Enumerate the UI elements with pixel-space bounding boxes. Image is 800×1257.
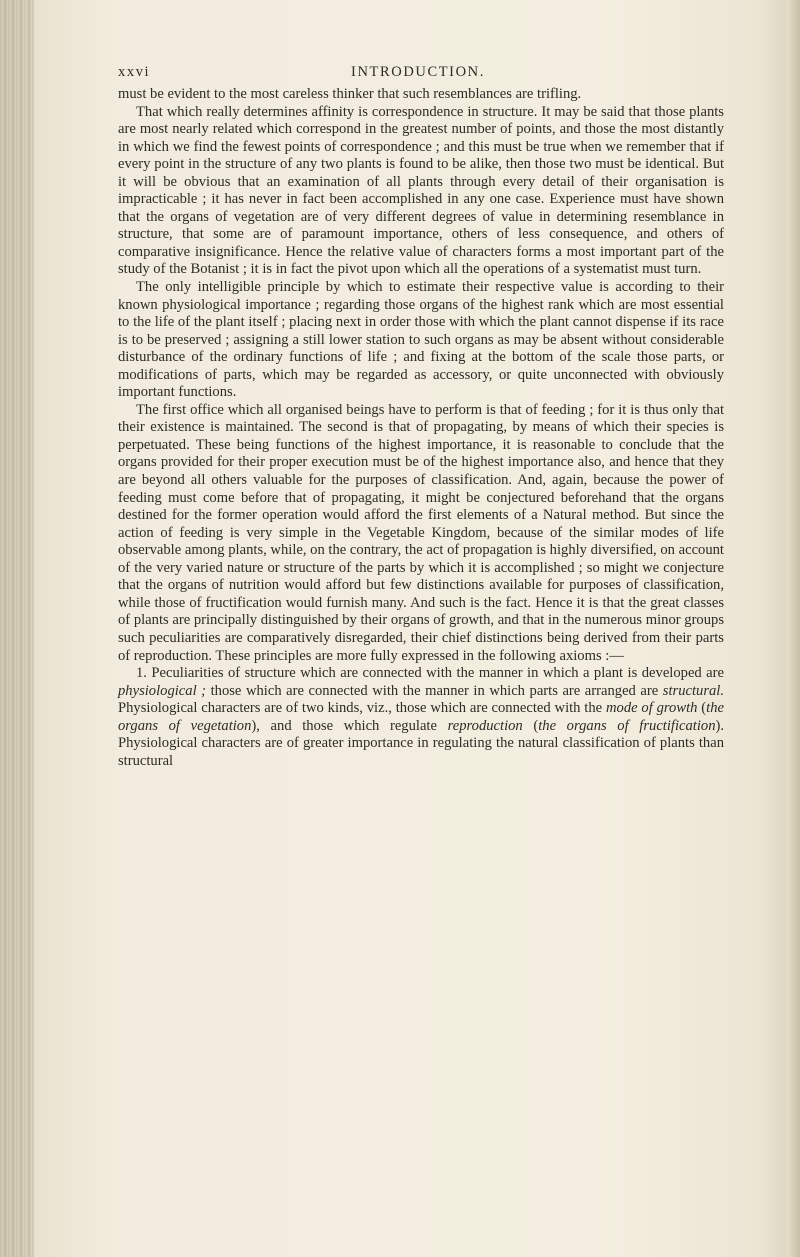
paragraph-5-axiom-1 [118, 665, 724, 770]
paragraph-4: The first office which all organised beings have to perform is that of feeding ; for it is thus only that their existence is maintained. The second is that of propagating, by means of which their species is perpetuated. These being functions of the highest importance, it is reasonable to conclude that the organs provided for their proper execution must be of the highest importance also, and hence that they are beyond all others valuable for the purposes of classification. And, again, because the power of feeding must come before that of propagating, it might be conjectured beforehand that the organs destined for the former operation would afford the first elements of a Natural method. But since the action of feeding is very simple in the Vegetable Kingdom, because of the similar modes of life observable among plants, while, on the contrary, the act of propagation is highly diversified, on account of the very varied nature or structure of the parts by which it is accomplished ; so might we conjecture that the organs of nutrition would afford but few distinctions available for purposes of classification, while those of fructification would furnish many. And such is the fact. Hence it is that the great classes of plants are principally distinguished by their organs of growth, and that in the numerous minor groups such peculiarities are comparatively disregarded, their chief distinctions being derived from their parts of reproduction. These principles are more fully expressed in the following axioms :— [118, 401, 724, 664]
axiom-text: those which are connected with the manner in which parts are arranged are [206, 682, 663, 699]
axiom-emphasis: mode of growth [605, 700, 698, 717]
book-binding-edge [0, 0, 34, 1257]
paragraph-2: That which really determines affinity is correspondence in structure. It may be said that those plants are most nearly related which correspond in the greatest number of points, and those the most distantly in which we find the fewest points of correspondence ; and this must be true when we remember that if every point in the structure of any two plants is found to be alike, then those two must be identical. But it will be obvious that an examination of all plants through every detail of their organisation is impracticable ; it has never in fact been accomplished in any one case. Experience must have shown that the organs of vegetation are of very different degrees of value in determining resemblance in structure, that some are of paramount importance, others of less consequence, and others of comparative insignificance. Hence the relative value of characters forms a most important part of the study of the Botanist ; it is in fact the pivot upon which all the operations of a systematist must turn. [118, 103, 724, 278]
paragraph-3: The only intelligible principle by which to estimate their respective value is according to their known physiological importance ; regarding those organs of the highest rank which are most essential to the life of the plant itself ; placing next in order those with which the plant cannot dispense if its race is to be preserved ; assigning a still lower station to such organs as may be absent without considerable disturbance of the ordinary functions of life ; and fixing at the bottom of the scale those parts, or modifications of parts, which may be regarded as accessory, or quite unconnected with obviously important functions. [118, 279, 724, 401]
page-header [118, 64, 718, 84]
page-number: xxvi [118, 64, 151, 80]
running-head: INTRODUCTION. [351, 64, 485, 80]
axiom-emphasis: structural. [662, 682, 724, 699]
body-text [118, 86, 724, 770]
axiom-emphasis: the organs of fructification [538, 717, 716, 734]
axiom-text: ( [697, 700, 707, 717]
axiom-emphasis: reproduction [447, 717, 523, 734]
axiom-text: ). Physiological characters are of greater importance in regulating the natural classification of plants than structural [118, 717, 725, 769]
axiom-text: ), and those which regulate [251, 717, 448, 734]
page-right-edge [786, 0, 800, 1257]
axiom-emphasis: physiological ; [118, 682, 207, 699]
axiom-text: ( [522, 717, 539, 734]
axiom-text: Physiological characters are of two kinds, viz., those which are connected with the [118, 700, 606, 717]
axiom-emphasis: the organs of vegetation [118, 700, 724, 734]
axiom-text: 1. Peculiarities of structure which are connected with the manner in which a plant is developed are [136, 665, 724, 682]
paragraph-1: must be evident to the most careless thinker that such resemblances are trifling. [118, 86, 582, 102]
